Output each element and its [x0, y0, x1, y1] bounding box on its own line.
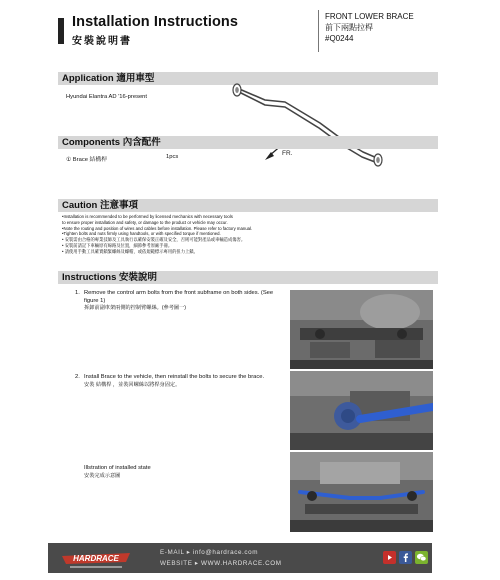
photo-step-1: [290, 290, 433, 369]
front-direction-label: FR.: [282, 150, 293, 157]
application-heading: Application 適用車型: [58, 72, 438, 85]
caution-list: [62, 214, 302, 255]
caution-line: • 安裝需由合格的專業技師及工具執行以確保安裝正確及安全，否則可能對產品或車輛造成傷害。: [62, 237, 246, 243]
step-text: Illstration of installed state: [84, 465, 151, 471]
page-title: Installation Instructions: [72, 14, 239, 30]
hardrace-logo: [60, 548, 132, 570]
component-qty: 1pcs: [166, 154, 179, 160]
page-title-cn: 安裝說明書: [72, 36, 132, 47]
caution-line: •Note the routing and position of wires and cables before installation. Please refer to factory manual.: [62, 225, 253, 231]
header-divider: [318, 10, 319, 52]
website-link[interactable]: WWW.HARDRACE.COM: [201, 560, 282, 567]
step-text: Install Brace to the vehicle, then reinstall the bolts to secure the brace.: [84, 374, 265, 380]
step-2: [84, 374, 284, 389]
step-installed: [84, 465, 284, 480]
caution-heading: Caution 注意事項: [58, 199, 438, 212]
youtube-icon[interactable]: [383, 551, 396, 564]
step-number: 1.: [75, 290, 80, 296]
product-info: [325, 11, 414, 44]
svg-text:HARDRACE: HARDRACE: [73, 554, 119, 563]
facebook-icon[interactable]: [399, 551, 412, 564]
step-number: 2.: [75, 374, 80, 380]
footer-website: WEBSITE ▸ WWW.HARDRACE.COM: [160, 560, 282, 567]
website-label: WEBSITE: [160, 560, 193, 567]
application-vehicle: Hyundai Elantra AD '16-present: [66, 94, 148, 100]
wechat-icon[interactable]: [415, 551, 428, 564]
step-1: [84, 290, 284, 313]
caution-line: •Tighten bolts and nuts firmly using handtools, or with specified torque if mentioned.: [62, 231, 221, 237]
photo-step-2: [290, 371, 433, 450]
email-label: E-MAIL: [160, 549, 185, 556]
instructions-heading: Instructions 安裝說明: [58, 271, 438, 284]
product-name-cn: 前下兩點拉桿: [325, 23, 373, 32]
component-item: ① Brace 結構桿: [66, 157, 107, 163]
caution-line: •Installation is recommended to be performed by licensed mechanics with necessary tools: [62, 214, 233, 219]
step-text-cn: 安裝完成示意圖: [84, 472, 121, 479]
caution-line: • 安裝前請記下車輛原有線路及位置，細節參考原廠手冊。: [62, 242, 173, 248]
part-number: #Q0244: [325, 34, 354, 43]
caution-line: • 請使用手動工具確實鎖緊螺絲及螺帽，或依規範標示專用的扭力上鎖。: [62, 248, 198, 254]
step-text-cn: 安裝 結構桿 ，並裝回螺絲以將桿身固定。: [84, 381, 181, 388]
step-text-cn: 拆卸前副車架兩側的控制臂螺絲。(參考圖一): [84, 305, 187, 311]
caution-line: to ensure proper installation and safety, or damage to the product or vehicle may occur.: [62, 219, 228, 225]
step-text: Remove the control arm bolts from the front subframe on both sides. (See figure 1): [84, 290, 274, 304]
footer-email: E-MAIL ▸ info@hardrace.com: [160, 549, 259, 556]
photo-installed-state: [290, 452, 433, 532]
product-name: FRONT LOWER BRACE: [325, 12, 414, 21]
email-link[interactable]: info@hardrace.com: [192, 549, 259, 556]
components-heading: Components 內含配件: [58, 136, 438, 149]
header-accent-bar: [58, 18, 64, 44]
brace-diagram: [225, 78, 395, 178]
